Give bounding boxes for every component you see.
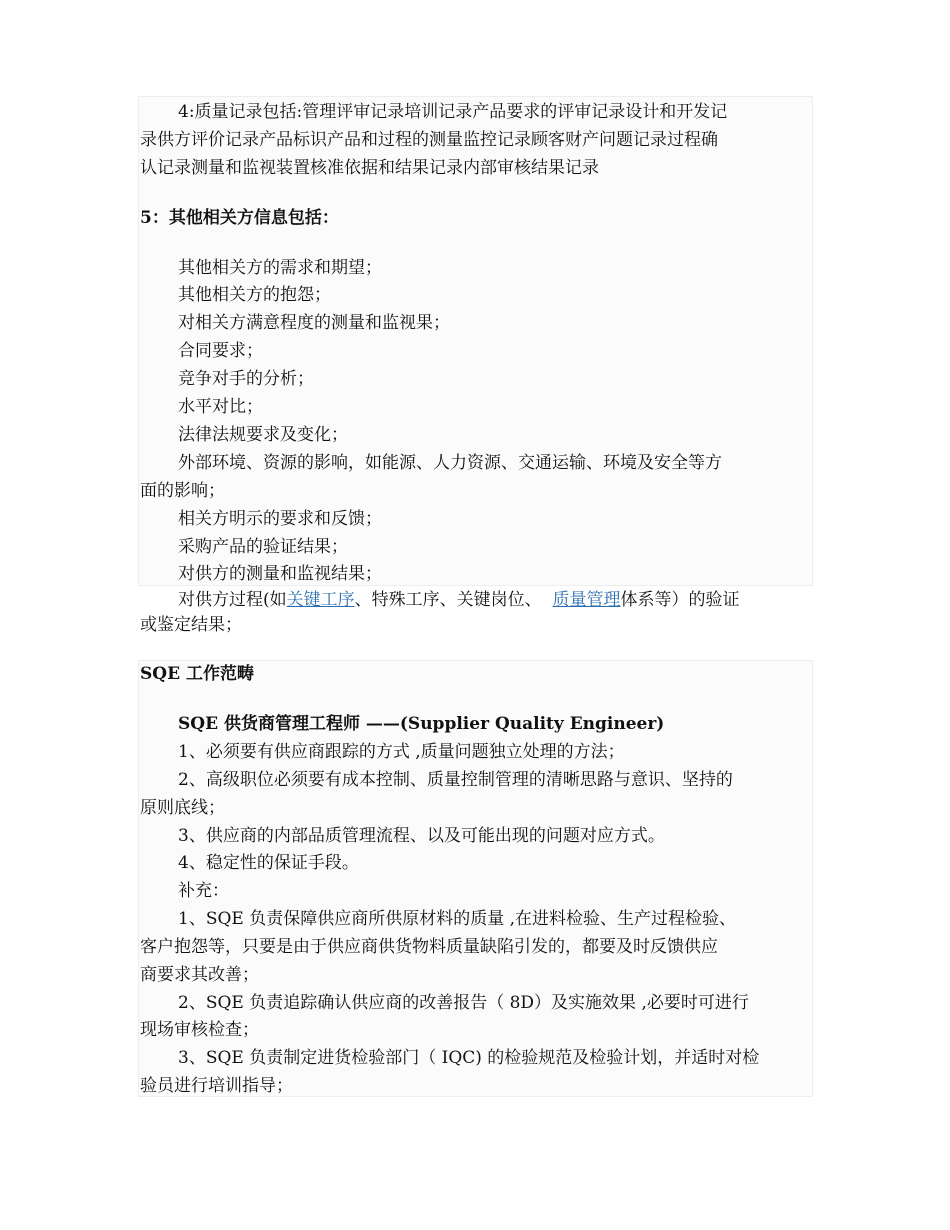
item-prefix: 对供方过程(如 [178, 590, 287, 610]
list-item-continuation: 或鉴定结果； [140, 615, 242, 635]
sqe-line: 4、稳定性的保证手段。 [178, 853, 359, 873]
sqe-line: 2、SQE 负责追踪确认供应商的改善报告（ 8D）及实施效果 ,必要时可进行 [178, 993, 749, 1013]
list-item: 采购产品的验证结果； [178, 537, 348, 557]
sqe-title: SQE 供货商管理工程师 ——(Supplier Quality Engineer) [178, 714, 665, 734]
section4-line-2: 录供方评价记录产品标识产品和过程的测量监控记录顾客财产问题记录过程确 [140, 130, 718, 150]
sqe-line-continuation: 原则底线； [140, 798, 225, 818]
section4-line-1: 4:质量记录包括:管理评审记录培训记录产品要求的评审记录设计和开发记 [178, 102, 728, 122]
list-item: 法律法规要求及变化； [178, 425, 348, 445]
list-item: 其他相关方的抱怨； [178, 285, 331, 305]
list-item: 对供方的测量和监视结果； [178, 564, 382, 584]
sqe-line-continuation: 验员进行培训指导； [140, 1076, 293, 1096]
link-key-process[interactable]: 关键工序 [286, 590, 355, 610]
list-item: 合同要求； [178, 341, 263, 361]
section4-line-3: 认记录测量和监视装置核准依据和结果记录内部审核结果记录 [140, 158, 599, 178]
sqe-heading: SQE 工作范畴 [140, 664, 254, 684]
item-suffix: 体系等）的验证 [620, 590, 740, 610]
list-item-with-links [178, 588, 739, 612]
sqe-line: 补充： [178, 881, 229, 901]
sqe-line: 1、必须要有供应商跟踪的方式 ,质量问题独立处理的方法； [178, 742, 625, 762]
link-quality-management[interactable]: 质量管理 [552, 590, 621, 610]
sqe-line: 1、SQE 负责保障供应商所供原材料的质量 ,在进料检验、生产过程检验、 [178, 909, 737, 929]
list-item: 竞争对手的分析； [178, 369, 314, 389]
list-item: 其他相关方的需求和期望； [178, 258, 382, 278]
section5-heading: 5：其他相关方信息包括： [140, 208, 339, 228]
list-item: 相关方明示的要求和反馈； [178, 509, 382, 529]
sqe-line: 3、SQE 负责制定进货检验部门（ IQC) 的检验规范及检验计划，并适时对检 [178, 1048, 760, 1068]
list-item: 水平对比； [178, 397, 263, 417]
sqe-line-continuation: 商要求其改善； [140, 965, 259, 985]
list-item-continuation: 面的影响； [140, 481, 225, 501]
sqe-line: 2、高级职位必须要有成本控制、质量控制管理的清晰思路与意识、坚持的 [178, 770, 733, 790]
item-middle: 、特殊工序、关键岗位、 [354, 590, 542, 610]
list-item: 外部环境、资源的影响，如能源、人力资源、交通运输、环境及安全等方 [178, 453, 722, 473]
sqe-line: 3、供应商的内部品质管理流程、以及可能出现的问题对应方式。 [178, 826, 665, 846]
sqe-line-continuation: 客户抱怨等，只要是由于供应商供货物料质量缺陷引发的，都要及时反馈供应 [140, 937, 718, 957]
sqe-line-continuation: 现场审核检查； [140, 1020, 259, 1040]
list-item: 对相关方满意程度的测量和监视果； [178, 313, 450, 333]
